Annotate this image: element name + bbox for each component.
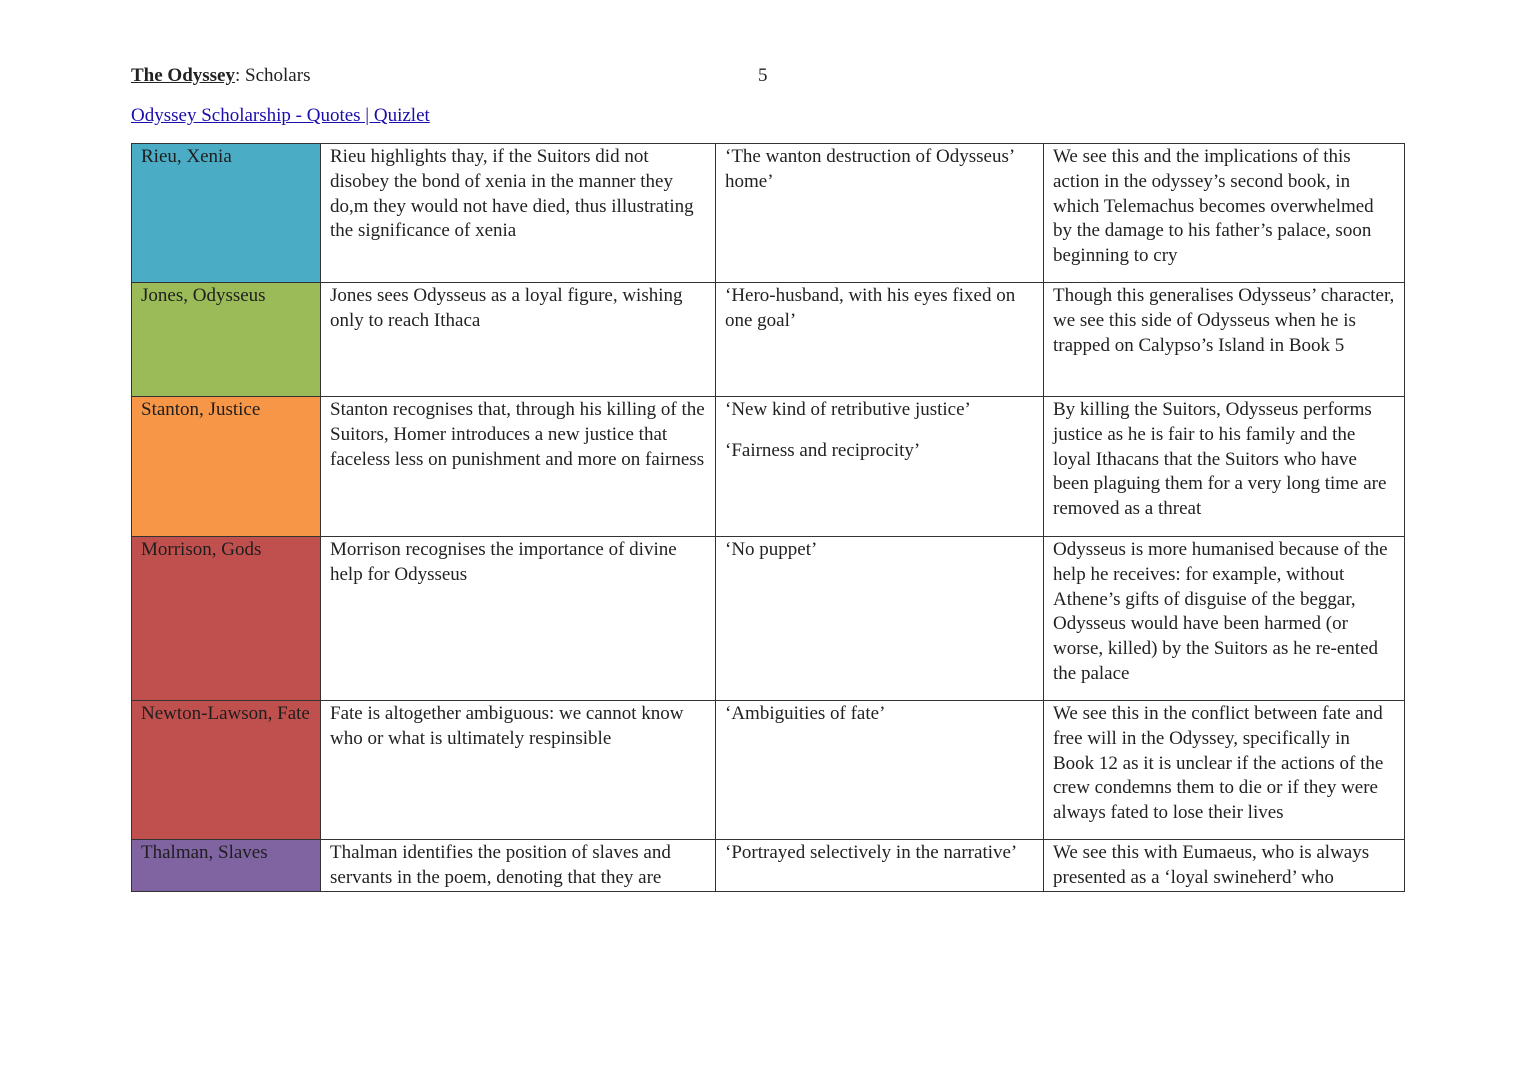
table-row xyxy=(132,144,1405,283)
summary-text: Jones sees Odysseus as a loyal figure, wishing only to reach Ithaca xyxy=(330,285,683,331)
scholar-label-cell xyxy=(132,144,321,283)
quote-text: ‘Fairness and reciprocity’ xyxy=(725,439,921,461)
summary-cell xyxy=(321,283,716,397)
work-title: The Odyssey xyxy=(131,65,235,86)
analysis-cell xyxy=(1044,144,1405,283)
summary-cell xyxy=(321,537,716,701)
quote-text: ‘New kind of retributive justice’ xyxy=(725,399,971,420)
quote-cell xyxy=(716,701,1044,840)
page-number: 5 xyxy=(758,65,768,86)
analysis-cell xyxy=(1044,840,1405,892)
quote-text: ‘No puppet’ xyxy=(725,539,818,560)
quote-cell xyxy=(716,283,1044,397)
analysis-text: By killing the Suitors, Odysseus performs justice as he is fair to his family and the loyal Ithacans that the Suitors who have been plaguing them for a very long time are removed as a threat xyxy=(1053,399,1387,520)
scholar-label-cell xyxy=(132,537,321,701)
scholar-label-cell xyxy=(132,840,321,892)
summary-text: Fate is altogether ambiguous: we cannot know who or what is ultimately respinsible xyxy=(330,703,684,749)
table-row xyxy=(132,537,1405,701)
quote-text: ‘Hero-husband, with his eyes fixed on one goal’ xyxy=(725,285,1016,331)
analysis-text: We see this with Eumaeus, who is always presented as a ‘loyal swineherd’ who xyxy=(1053,842,1370,888)
analysis-text: Though this generalises Odysseus’ character, we see this side of Odysseus when he is trapped on Calypso’s Island in Book 5 xyxy=(1053,285,1395,356)
scholar-label-cell xyxy=(132,701,321,840)
analysis-cell xyxy=(1044,283,1405,397)
analysis-text: Odysseus is more humanised because of the help he receives: for example, without Athene’s gifts of disguise of the beggar, Odysseus would have been harmed (or worse, killed) by the Suitors as he re-ented the palace xyxy=(1053,539,1388,684)
summary-text: Thalman identifies the position of slaves and servants in the poem, denoting that they are xyxy=(330,842,671,888)
quote-cell xyxy=(716,144,1044,283)
scholar-label: Newton-Lawson, Fate xyxy=(141,703,310,724)
quote-text: ‘The wanton destruction of Odysseus’ home’ xyxy=(725,146,1014,192)
scholar-label: Stanton, Justice xyxy=(141,399,261,420)
scholar-label: Jones, Odysseus xyxy=(141,285,266,306)
quote-text: ‘Ambiguities of fate’ xyxy=(725,703,886,724)
table-row xyxy=(132,840,1405,892)
quote-cell xyxy=(716,397,1044,537)
scholar-label: Rieu, Xenia xyxy=(141,146,232,167)
analysis-text: We see this in the conflict between fate and free will in the Odyssey, specifically in Book 12 as it is unclear if the actions of the crew condemns them to die or if they were always fated to lose their lives xyxy=(1053,703,1384,824)
table-row xyxy=(132,397,1405,537)
analysis-text: We see this and the implications of this action in the odyssey’s second book, in which Telemachus becomes overwhelmed by the damage to his father’s palace, soon beginning to cry xyxy=(1053,146,1374,267)
document-header xyxy=(131,64,310,88)
summary-cell xyxy=(321,144,716,283)
summary-text: Stanton recognises that, through his killing of the Suitors, Homer introduces a new justice that faceless less on punishment and more on fairness xyxy=(330,399,705,470)
summary-cell xyxy=(321,397,716,537)
header-subtitle: : Scholars xyxy=(235,65,311,86)
table-row xyxy=(132,701,1405,840)
quote-cell xyxy=(716,537,1044,701)
analysis-cell xyxy=(1044,537,1405,701)
scholar-label: Morrison, Gods xyxy=(141,539,262,560)
analysis-cell xyxy=(1044,397,1405,537)
quote-cell xyxy=(716,840,1044,892)
scholar-label-cell xyxy=(132,397,321,537)
summary-text: Morrison recognises the importance of divine help for Odysseus xyxy=(330,539,677,585)
quizlet-link[interactable]: Odyssey Scholarship - Quotes | Quizlet xyxy=(131,105,430,126)
quote-text: ‘Portrayed selectively in the narrative’ xyxy=(725,842,1018,863)
scholars-table xyxy=(131,143,1405,892)
summary-text: Rieu highlights thay, if the Suitors did not disobey the bond of xenia in the manner they do,m they would not have died, thus illustrating the significance of xenia xyxy=(330,146,694,242)
summary-cell xyxy=(321,701,716,840)
table-row xyxy=(132,283,1405,397)
scholar-label: Thalman, Slaves xyxy=(141,842,268,863)
summary-cell xyxy=(321,840,716,892)
scholar-label-cell xyxy=(132,283,321,397)
analysis-cell xyxy=(1044,701,1405,840)
